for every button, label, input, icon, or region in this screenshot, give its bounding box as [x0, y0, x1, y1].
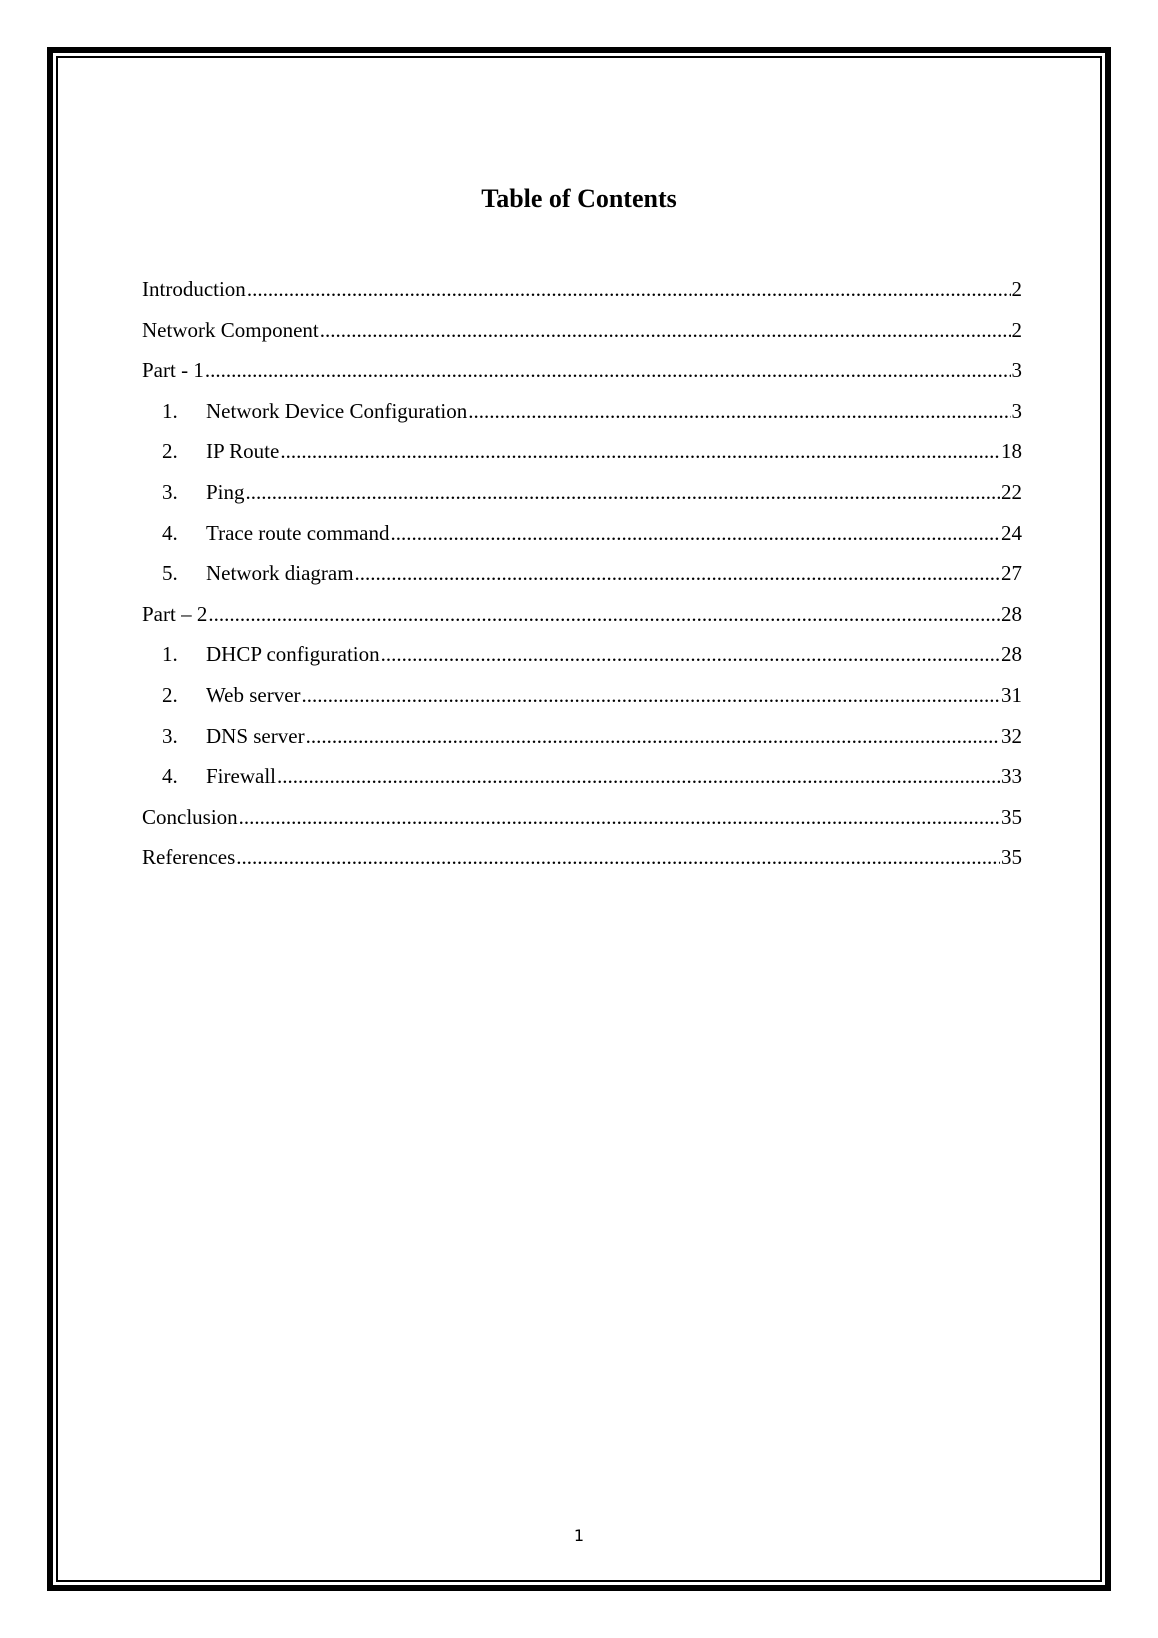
toc-entry-network-diagram[interactable] [142, 558, 1022, 599]
toc-entry-ip-route[interactable] [142, 436, 1022, 477]
toc-leader-dots [381, 639, 1000, 669]
toc-leader-dots [302, 680, 1000, 710]
toc-page-number: 28 [1001, 601, 1022, 626]
toc-entry-number: 4. [162, 764, 178, 789]
toc-leader-dots [205, 355, 1011, 385]
toc-entry-number: 5. [162, 561, 178, 586]
toc-leader-dots [247, 274, 1011, 304]
toc-entry-number: 1. [162, 398, 178, 423]
toc-entry-introduction[interactable] [142, 274, 1022, 315]
toc-leader-dots [306, 721, 1000, 751]
page-title: Table of Contents [481, 184, 677, 213]
toc-page-number: 28 [1001, 642, 1022, 667]
toc-page-number: 2 [1011, 317, 1022, 342]
toc-page-number: 32 [1001, 723, 1022, 748]
toc-page-number: 35 [1001, 845, 1022, 870]
toc-page-number: 33 [1001, 764, 1022, 789]
toc-leader-dots [277, 761, 1000, 791]
toc-entry-firewall[interactable] [142, 761, 1022, 802]
toc-entry-title: Part – 2 [142, 601, 208, 626]
toc-entry-part-1[interactable] [142, 355, 1022, 396]
toc-page-number: 27 [1001, 561, 1022, 586]
toc-leader-dots [355, 558, 1000, 588]
toc-entry-title: References [142, 845, 236, 870]
toc-entry-title: Part - 1 [142, 358, 204, 383]
toc-page-number: 24 [1001, 520, 1022, 545]
toc-entry-ping[interactable] [142, 477, 1022, 518]
toc-leader-dots [246, 477, 1000, 507]
toc-entry-title: IP Route [206, 439, 280, 464]
toc-leader-dots [320, 315, 1011, 345]
toc-entry-references[interactable] [142, 842, 1022, 883]
toc-entry-title: Network Component [142, 317, 319, 342]
toc-entry-number: 3. [162, 479, 178, 504]
toc-leader-dots [280, 436, 1000, 466]
toc-entry-title: Network Device Configuration [206, 398, 468, 423]
toc-leader-dots [391, 518, 1000, 548]
toc-entry-number: 4. [162, 520, 178, 545]
toc-entry-number: 2. [162, 439, 178, 464]
toc-leader-dots [236, 842, 1000, 872]
toc-leader-dots [208, 599, 1000, 629]
toc-entry-dhcp-configuration[interactable] [142, 639, 1022, 680]
toc-entry-number: 1. [162, 642, 178, 667]
toc-page-number: 2 [1011, 277, 1022, 301]
toc-leader-dots [239, 802, 1000, 832]
toc-entry-title: Web server [206, 682, 301, 707]
toc-entry-title: Network diagram [206, 561, 354, 586]
toc-page-number: 18 [1001, 439, 1022, 464]
toc-entry-number: 3. [162, 723, 178, 748]
toc-entry-number: 2. [162, 682, 178, 707]
toc-entry-network-device-configuration[interactable] [142, 396, 1022, 437]
toc-entry-title: Trace route command [206, 520, 390, 545]
toc-page-number: 35 [1001, 804, 1022, 829]
toc-entry-part-2[interactable] [142, 599, 1022, 640]
toc-entry-web-server[interactable] [142, 680, 1022, 721]
table-of-contents [142, 274, 1022, 883]
toc-page-number: 31 [1001, 682, 1022, 707]
toc-entry-title: Firewall [206, 764, 276, 789]
toc-page-number: 22 [1001, 479, 1022, 504]
toc-entry-title: DHCP configuration [206, 642, 380, 667]
toc-page-number: 3 [1011, 358, 1022, 383]
toc-entry-dns-server[interactable] [142, 721, 1022, 762]
toc-entry-title: Introduction [142, 277, 246, 301]
toc-entry-trace-route-command[interactable] [142, 518, 1022, 559]
toc-entry-title: Ping [206, 479, 245, 504]
toc-entry-network-component[interactable] [142, 315, 1022, 356]
toc-leader-dots [468, 396, 1010, 426]
footer-page-number: 1 [573, 1526, 585, 1545]
toc-entry-title: Conclusion [142, 804, 238, 829]
toc-entry-title: DNS server [206, 723, 305, 748]
toc-page-number: 3 [1011, 398, 1022, 423]
toc-entry-conclusion[interactable] [142, 802, 1022, 843]
